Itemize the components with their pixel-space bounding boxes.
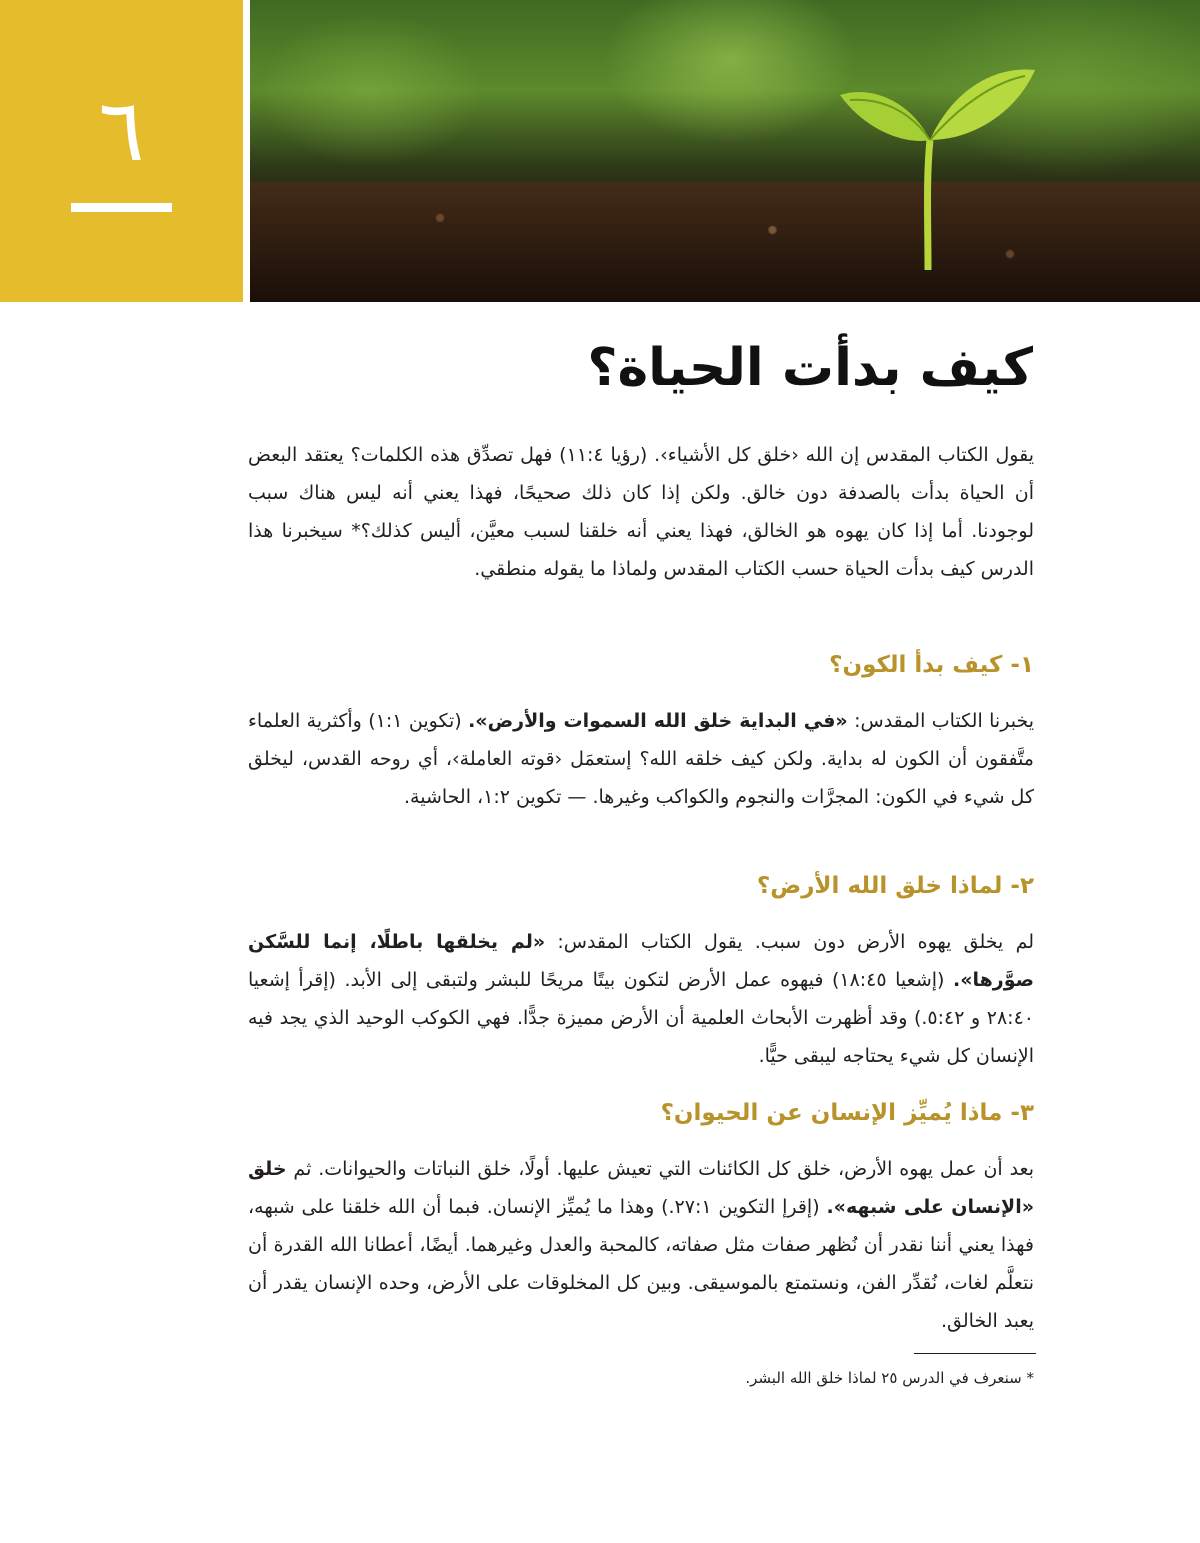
section-2-paragraph	[248, 923, 1034, 1075]
intro-paragraph	[248, 436, 1034, 588]
section-2-quote: «لم يخلقها باطلًا، إنما للسَّكن صوَّرها».	[248, 931, 1034, 991]
section-2-heading: ٢- لماذا خلق الله الأرض؟	[756, 873, 1034, 899]
section-3-text-before: بعد أن عمل يهوه الأرض، خلق كل الكائنات التي تعيش عليها. أولًا، خلق النباتات والحيوانات. ثم	[286, 1158, 1034, 1180]
section-2-text-before: لم يخلق يهوه الأرض دون سبب. يقول الكتاب المقدس:	[545, 931, 1034, 953]
section-1-paragraph	[248, 702, 1034, 816]
section-3-text-after: (إقرإ التكوين ٢٧:١.) وهذا ما يُميِّز الإنسان. فبما أن الله خلقنا على شبهه، فهذا يعني أننا نقدر أن نُظهر صفات مثل صفاته، كالمحبة والعدل وغيرهما. أيضًا، أعطانا الله القدرة أن نتعلَّم لغات، نُقدِّر الفن، ونستمتع بالموسيقى. وبين كل المخلوقات على الأرض، وحده الإنسان يقدر أن يعبد الخالق.	[248, 1196, 1034, 1332]
section-2-text-after: (إشعيا ١٨:٤٥) فيهوه عمل الأرض لتكون بيتًا مريحًا للبشر ولتبقى إلى الأبد. (إقرأ إشعيا ٢٨:٤٠ و ٥:٤٢.) وقد أظهرت الأبحاث العلمية أن الأرض مميزة جدًّا. فهي الكوكب الوحيد الذي يجد فيه الإنسان كل شيء يحتاجه ليبقى حيًّا.	[248, 969, 1034, 1067]
soil	[250, 182, 1200, 302]
hero-image	[250, 0, 1200, 302]
footnote-divider	[914, 1353, 1036, 1354]
section-1-text-after: (تكوين ١:١) وأكثرية العلماء متَّفقون أن الكون له بداية. ولكن كيف خلقه الله؟ إستعمَل ‹قوته العاملة›، أي روحه القدس، ليخلق كل شيء في الكون: المجرَّات والنجوم والكواكب وغيرها. — تكوين ١:٢، الحاشية.	[248, 710, 1034, 808]
section-3-paragraph	[248, 1150, 1034, 1340]
section-1-quote: «في البداية خلق الله السموات والأرض».	[468, 710, 848, 732]
lesson-number: ٦	[98, 81, 145, 181]
lesson-number-underline	[71, 203, 172, 212]
page-title: كيف بدأت الحياة؟	[587, 338, 1033, 398]
section-3-heading: ٣- ماذا يُميِّز الإنسان عن الحيوان؟	[660, 1100, 1034, 1126]
seedling-icon	[810, 40, 1050, 270]
section-3-quote: خلق «الإنسان على شبهه».	[248, 1158, 1034, 1218]
section-1-text-before: يخبرنا الكتاب المقدس:	[847, 710, 1034, 732]
footnote: * سنعرف في الدرس ٢٥ لماذا خلق الله البشر.	[745, 1369, 1034, 1387]
section-1-heading: ١- كيف بدأ الكون؟	[829, 652, 1034, 678]
intro-text: يقول الكتاب المقدس إن الله ‹خلق كل الأشياء›. (رؤيا ١١:٤) فهل تصدِّق هذه الكلمات؟ يعتقد البعض أن الحياة بدأت بالصدفة دون خالق. ولكن إذا كان ذلك صحيحًا، فهذا يعني أنه ليس هناك سبب لوجودنا. أما إذا كان يهوه هو الخالق، فهذا يعني أنه خلقنا لسبب معيَّن، أليس كذلك؟* سيخبرنا هذا الدرس كيف بدأت الحياة حسب الكتاب المقدس ولماذا ما يقوله منطقي.	[248, 444, 1034, 580]
lesson-number-badge	[0, 0, 243, 302]
